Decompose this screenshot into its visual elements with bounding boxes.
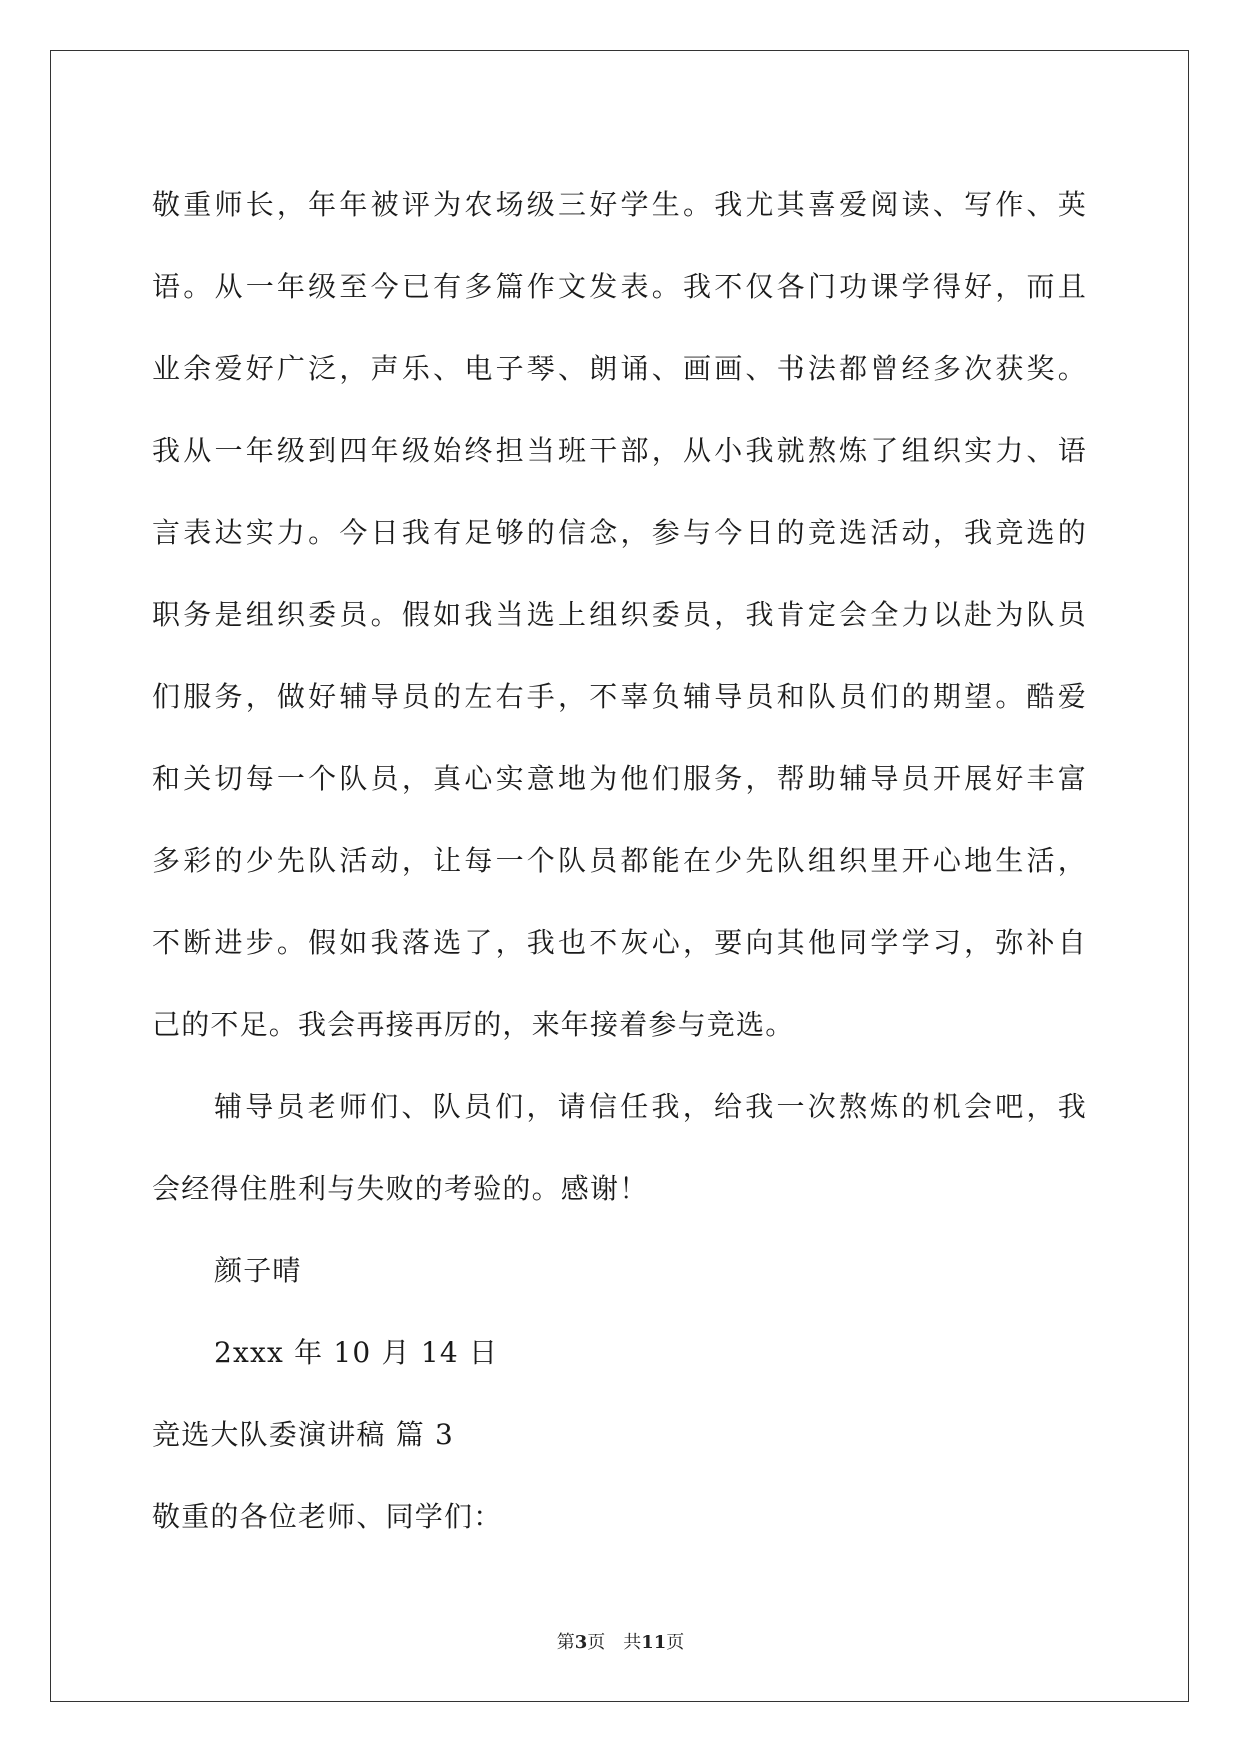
text-line: 竞选大队委演讲稿 篇 3 [152,1418,455,1451]
text-line: 颜子晴 [214,1254,302,1287]
text-line: 语。从一年级至今已有多篇作文发表。我不仅各门功课学得好，而且 [152,270,1087,303]
footer-suffix: 页 [666,1632,685,1653]
text-line: 己的不足。我会再接再厉的，来年接着参与竞选。 [152,1008,795,1041]
text-line: 业余爱好广泛，声乐、电子琴、朗诵、画画、书法都曾经多次获奖。 [152,352,1087,385]
text-line: 们服务，做好辅导员的左右手，不辜负辅导员和队员们的期望。酷爱 [152,680,1087,713]
current-page-number: 3 [574,1632,588,1653]
text-line: 和关切每一个队员，真心实意地为他们服务，帮助辅导员开展好丰富 [152,762,1087,795]
footer-prefix: 第 [556,1632,575,1653]
text-line: 不断进步。假如我落选了，我也不灰心，要向其他同学学习，弥补自 [152,926,1087,959]
text-line: 职务是组织委员。假如我当选上组织委员，我肯定会全力以赴为队员 [152,598,1087,631]
text-line: 2xxx 年 10 月 14 日 [214,1336,499,1369]
text-line: 多彩的少先队活动，让每一个队员都能在少先队组织里开心地生活， [152,844,1087,877]
text-line: 敬重的各位老师、同学们： [152,1500,503,1533]
document-body [152,164,1087,1558]
text-line: 我从一年级到四年级始终担当班干部，从小我就熬炼了组织实力、语 [152,434,1087,467]
text-line: 言表达实力。今日我有足够的信念，参与今日的竞选活动，我竞选的 [152,516,1087,549]
text-line: 辅导员老师们、队员们，请信任我，给我一次熬炼的机会吧，我 [214,1090,1087,1123]
total-pages-number: 11 [641,1632,667,1653]
page-footer [0,1628,1241,1654]
footer-mid: 页 共 [587,1632,642,1653]
text-line: 会经得住胜利与失败的考验的。感谢！ [152,1172,649,1205]
text-line: 敬重师长，年年被评为农场级三好学生。我尤其喜爱阅读、写作、英 [152,188,1087,221]
